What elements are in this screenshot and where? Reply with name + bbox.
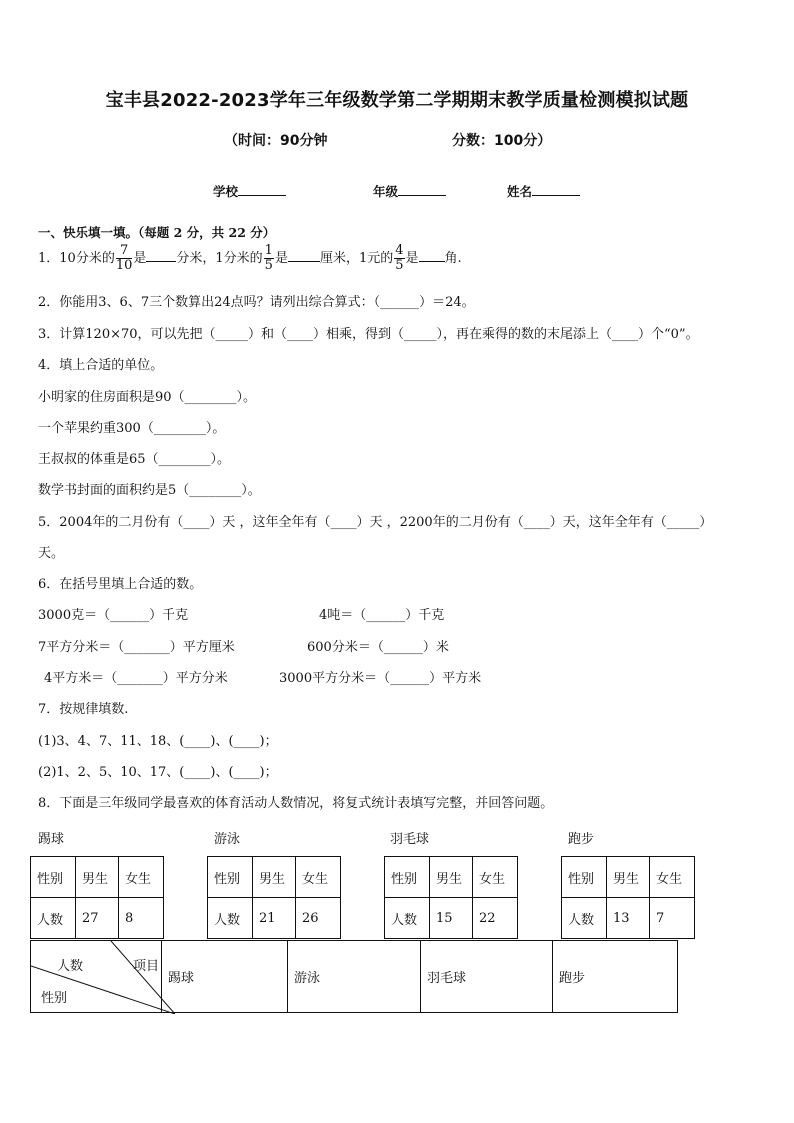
col-header: 羽毛球 bbox=[421, 941, 553, 1013]
conversion-item: 3000克＝（______）千克 bbox=[38, 608, 189, 623]
col-header: 跑步 bbox=[553, 941, 678, 1013]
table-caption: 羽毛球 bbox=[390, 832, 430, 847]
school-label: 学校 bbox=[213, 184, 239, 199]
stat-table-running: 性别 男生 女生 人数 13 7 bbox=[561, 856, 695, 939]
question-5: 5．2004年的二月份有（____）天 ，这年全年有（____）天 ，2200年的二月份有（____）天，这年全年有（_____） bbox=[38, 515, 713, 530]
conversion-item: 7平方分米＝（_______）平方厘米 bbox=[38, 640, 235, 655]
exam-score: 分数：100分） bbox=[452, 133, 552, 149]
question-7-line: (1)3、4、7、11、18、(____)、(____)； bbox=[38, 734, 278, 749]
question-7-title: 7．按规律填数. bbox=[38, 702, 129, 717]
stat-table-badminton: 性别 男生 女生 人数 15 22 bbox=[384, 856, 518, 939]
blank[interactable] bbox=[146, 248, 176, 262]
table-caption: 踢球 bbox=[38, 832, 65, 847]
stat-table-football: 性别 男生 女生 人数 27 8 bbox=[30, 856, 164, 939]
fraction-4-5: $\frac{4}{5}$ bbox=[395, 243, 404, 273]
stat-table-swimming: 性别 男生 女生 人数 21 26 bbox=[207, 856, 341, 939]
question-4-line: 数学书封面的面积约是5（________）。 bbox=[38, 483, 261, 498]
diag-label-gender: 性别 bbox=[41, 991, 68, 1006]
diag-label-people: 人数 bbox=[57, 959, 84, 974]
table-caption: 跑步 bbox=[568, 832, 595, 847]
question-7-line: (2)1、2、5、10、17、(____)、(____)； bbox=[38, 765, 278, 780]
name-field[interactable] bbox=[507, 182, 580, 200]
fraction-7-10: $\frac{7}{10}$ bbox=[115, 243, 133, 273]
diagonal-header-cell bbox=[31, 941, 162, 1013]
fraction-1-5: $\frac{1}{5}$ bbox=[264, 243, 273, 273]
section-title: 一、快乐填一填。（每题 2 分，共 22 分） bbox=[38, 225, 276, 240]
conversion-item: 3000平方分米＝（______）平方米 bbox=[279, 671, 482, 686]
question-8-title: 8．下面是三年级同学最喜欢的体育活动人数情况，将复式统计表填写完整，并回答问题。 bbox=[38, 796, 554, 811]
diag-label-item: 项目 bbox=[133, 959, 160, 974]
name-label: 姓名 bbox=[507, 184, 533, 199]
col-header: 踢球 bbox=[162, 941, 288, 1013]
question-4-line: 一个苹果约重300（________）。 bbox=[38, 421, 226, 436]
blank[interactable] bbox=[419, 248, 445, 262]
grade-field[interactable] bbox=[373, 182, 446, 200]
conversion-item: 600分米＝（______）米 bbox=[307, 640, 449, 655]
question-1: 1．10分米的 $\frac{7}{10}$ 是 分米，1分米的 $\frac{1}{5}$ 是 厘米，1元的 $\frac{4}{5}$ 是 角. bbox=[38, 243, 462, 273]
question-4-line: 王叔叔的体重是65（________）。 bbox=[38, 452, 231, 467]
question-6-title: 6．在括号里填上合适的数。 bbox=[38, 577, 203, 592]
question-3: 3．计算120×70，可以先把（_____）和（____）相乘，得到（_____），再在乘得的数的末尾添上（____）个“0”。 bbox=[38, 327, 699, 342]
school-field[interactable] bbox=[213, 182, 286, 200]
grade-label: 年级 bbox=[373, 184, 399, 199]
question-4-title: 4．填上合适的单位。 bbox=[38, 358, 164, 373]
col-header: 游泳 bbox=[288, 941, 421, 1013]
blank[interactable] bbox=[288, 248, 320, 262]
table-caption: 游泳 bbox=[214, 832, 241, 847]
conversion-item: 4平方米＝（_______）平方分米 bbox=[44, 671, 228, 686]
question-2: 2．你能用3、6、7三个数算出24点吗？请列出综合算式：（______）＝24。 bbox=[38, 295, 475, 310]
question-5-cont: 天。 bbox=[38, 546, 65, 561]
exam-time: （时间：90分钟 bbox=[224, 133, 328, 149]
combined-stat-table bbox=[30, 940, 678, 1013]
question-4-line: 小明家的住房面积是90（________）。 bbox=[38, 390, 257, 405]
page-title: 宝丰县2022-2023学年三年级数学第二学期期末教学质量检测模拟试题 bbox=[105, 90, 689, 111]
conversion-item: 4吨＝（______）千克 bbox=[319, 608, 445, 623]
